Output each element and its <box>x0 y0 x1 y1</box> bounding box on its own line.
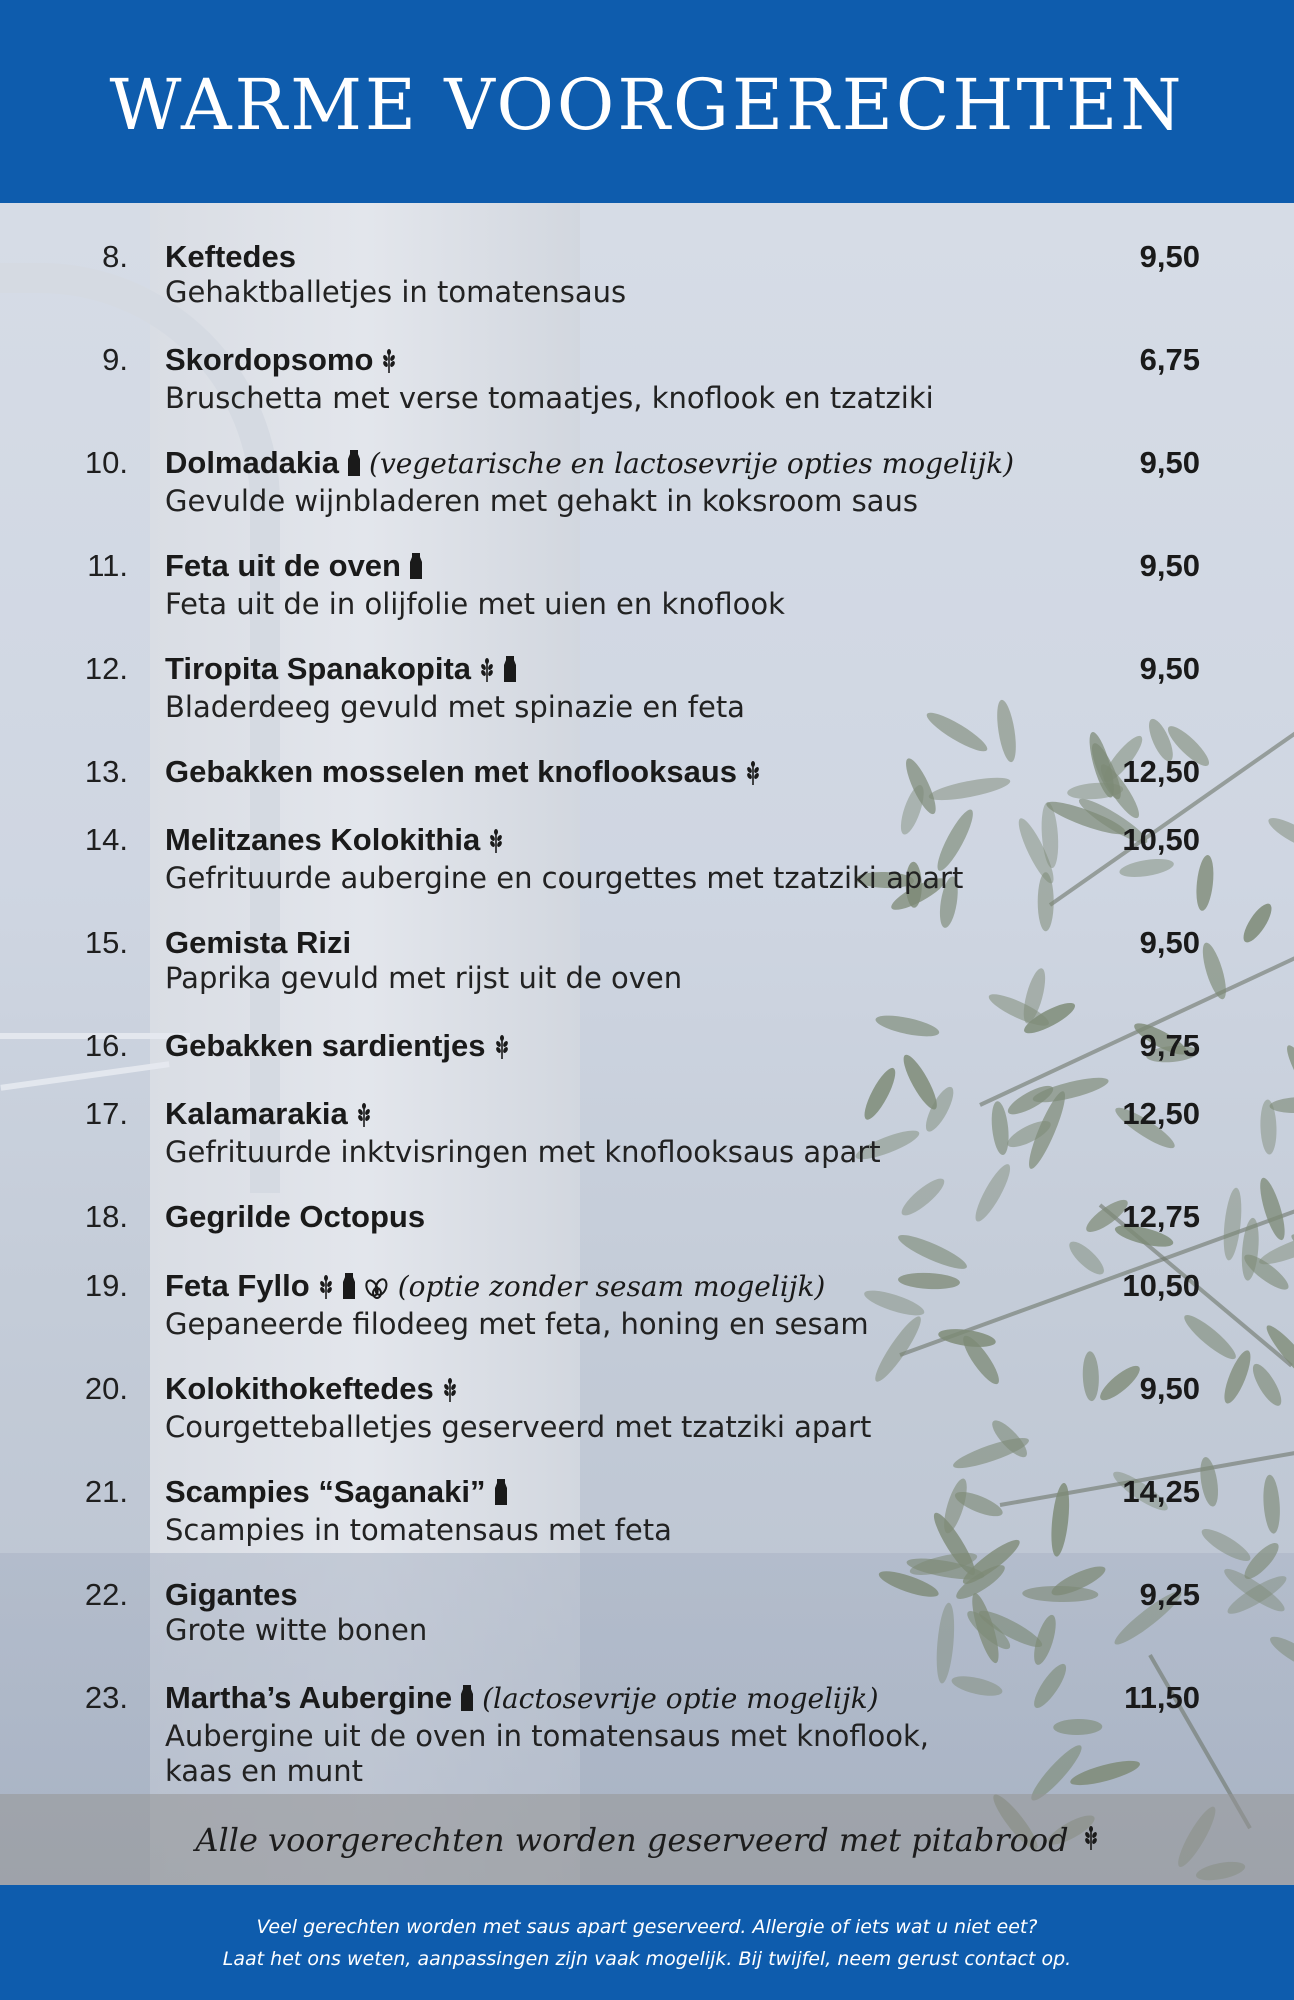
menu-item <box>0 548 1294 622</box>
menu-item <box>0 445 1294 519</box>
pita-note-band <box>0 1794 1294 1885</box>
item-description: Gevulde wijnbladeren met gehakt in koksroom saus <box>165 484 918 518</box>
item-name: Keftedes <box>165 239 296 274</box>
menu-item <box>0 822 1294 896</box>
item-price: 12,50 <box>1122 1096 1200 1131</box>
milk-icon <box>347 448 361 484</box>
item-price: 9,50 <box>1139 239 1200 274</box>
item-number: 14. <box>84 822 128 857</box>
item-name: Martha’s Aubergine <box>165 1680 453 1715</box>
item-price: 9,50 <box>1139 1371 1200 1406</box>
milk-icon <box>409 551 423 587</box>
item-number: 20. <box>84 1371 128 1406</box>
item-note: (lactosevrije optie mogelijk) <box>482 1682 879 1715</box>
menu-item <box>0 651 1294 725</box>
item-number: 9. <box>102 342 128 377</box>
item-number: 13. <box>84 754 128 789</box>
item-price: 12,50 <box>1122 754 1200 789</box>
item-price: 9,75 <box>1139 1028 1200 1063</box>
milk-icon <box>503 654 517 690</box>
milk-icon <box>494 1477 508 1513</box>
item-price: 10,50 <box>1122 822 1200 857</box>
item-name: Tiropita Spanakopita <box>165 651 472 686</box>
menu-item <box>0 1577 1294 1648</box>
item-price: 9,50 <box>1139 548 1200 583</box>
item-name: Gebakken sardientjes <box>165 1028 486 1063</box>
item-name: Melitzanes Kolokithia <box>165 822 481 857</box>
item-name: Dolmadakia <box>165 445 340 480</box>
item-price: 11,50 <box>1124 1680 1200 1715</box>
menu-item <box>0 1199 1294 1235</box>
item-number: 15. <box>84 925 128 960</box>
wheat-icon <box>442 1374 458 1410</box>
item-name: Gebakken mosselen met knoflooksaus <box>165 754 737 789</box>
item-description: Gehaktballetjes in tomatensaus <box>165 275 627 309</box>
item-description: Gefrituurde inktvisringen met knoflooksaus apart <box>165 1135 881 1169</box>
item-number: 21. <box>84 1474 128 1509</box>
item-description: Aubergine uit de oven in tomatensaus met knoflook, <box>165 1719 929 1753</box>
wheat-icon <box>381 345 397 381</box>
menu-list <box>0 203 1294 1788</box>
item-description: Scampies in tomatensaus met feta <box>165 1513 672 1547</box>
menu-item <box>0 342 1294 416</box>
milk-icon <box>460 1683 474 1719</box>
item-description: Gefrituurde aubergine en courgettes met tzatziki apart <box>165 861 964 895</box>
wheat-icon <box>1083 1826 1099 1854</box>
item-name: Gemista Rizi <box>165 925 352 960</box>
item-number: 19. <box>84 1268 128 1303</box>
item-name: Feta Fyllo <box>165 1268 310 1303</box>
page-header <box>0 0 1294 203</box>
item-price: 9,50 <box>1139 651 1200 686</box>
item-name: Feta uit de oven <box>165 548 401 583</box>
menu-item <box>0 1474 1294 1548</box>
milk-icon <box>342 1271 356 1307</box>
item-number: 17. <box>84 1096 128 1131</box>
item-description: kaas en munt <box>165 1754 363 1788</box>
wheat-icon <box>356 1099 372 1135</box>
item-name: Scampies “Saganaki” <box>165 1474 486 1509</box>
item-price: 9,50 <box>1139 925 1200 960</box>
item-number: 10. <box>84 445 128 480</box>
menu-item <box>0 239 1294 310</box>
item-price: 6,75 <box>1139 342 1200 377</box>
wheat-icon <box>745 757 761 793</box>
menu-item <box>0 1371 1294 1445</box>
item-price: 14,25 <box>1122 1474 1200 1509</box>
item-name: Kolokithokeftedes <box>165 1371 434 1406</box>
item-price: 9,25 <box>1139 1577 1200 1612</box>
wheat-icon <box>488 825 504 861</box>
wheat-icon <box>479 654 495 690</box>
item-description: Bladerdeeg gevuld met spinazie en feta <box>165 690 745 724</box>
item-name: Gigantes <box>165 1577 298 1612</box>
item-description: Feta uit de in olijfolie met uien en knoflook <box>165 587 785 621</box>
item-price: 10,50 <box>1122 1268 1200 1303</box>
menu-item <box>0 754 1294 793</box>
footer-line-2: Laat het ons weten, aanpassingen zijn vaak mogelijk. Bij twijfel, neem gerust contact op. <box>222 1947 1072 1970</box>
footer-line-1: Veel gerechten worden met saus apart geserveerd. Allergie of iets wat u niet eet? <box>256 1915 1038 1938</box>
item-name: Skordopsomo <box>165 342 374 377</box>
menu-item <box>0 925 1294 996</box>
item-price: 12,75 <box>1122 1199 1200 1234</box>
item-description: Grote witte bonen <box>165 1613 428 1647</box>
item-price: 9,50 <box>1139 445 1200 480</box>
item-note: (vegetarische en lactosevrije opties mogelijk) <box>369 447 1015 480</box>
item-number: 12. <box>84 651 128 686</box>
item-note: (optie zonder sesam mogelijk) <box>397 1270 826 1303</box>
item-number: 11. <box>87 548 128 583</box>
footer <box>0 1885 1294 2000</box>
page-title: WARME VOORGERECHTEN <box>109 63 1185 146</box>
item-description: Bruschetta met verse tomaatjes, knoflook en tzatziki <box>165 381 934 415</box>
item-description: Paprika gevuld met rijst uit de oven <box>165 961 683 995</box>
item-number: 16. <box>84 1028 128 1063</box>
wheat-icon <box>494 1031 510 1067</box>
pita-note-text: Alle voorgerechten worden geserveerd met pitabrood <box>195 1820 1069 1859</box>
item-number: 18. <box>84 1199 128 1234</box>
item-name: Kalamarakia <box>165 1096 348 1131</box>
menu-item <box>0 1096 1294 1170</box>
item-name: Gegrilde Octopus <box>165 1199 426 1234</box>
item-description: Courgetteballetjes geserveerd met tzatziki apart <box>165 1410 872 1444</box>
item-number: 22. <box>84 1577 128 1612</box>
item-description: Gepaneerde filodeeg met feta, honing en sesam <box>165 1307 869 1341</box>
wheat-icon <box>318 1271 334 1307</box>
item-number: 23. <box>84 1680 128 1715</box>
sesame-icon <box>364 1271 390 1307</box>
item-number: 8. <box>102 239 128 274</box>
menu-item <box>0 1680 1294 1789</box>
menu-item <box>0 1028 1294 1067</box>
menu-item <box>0 1268 1294 1342</box>
